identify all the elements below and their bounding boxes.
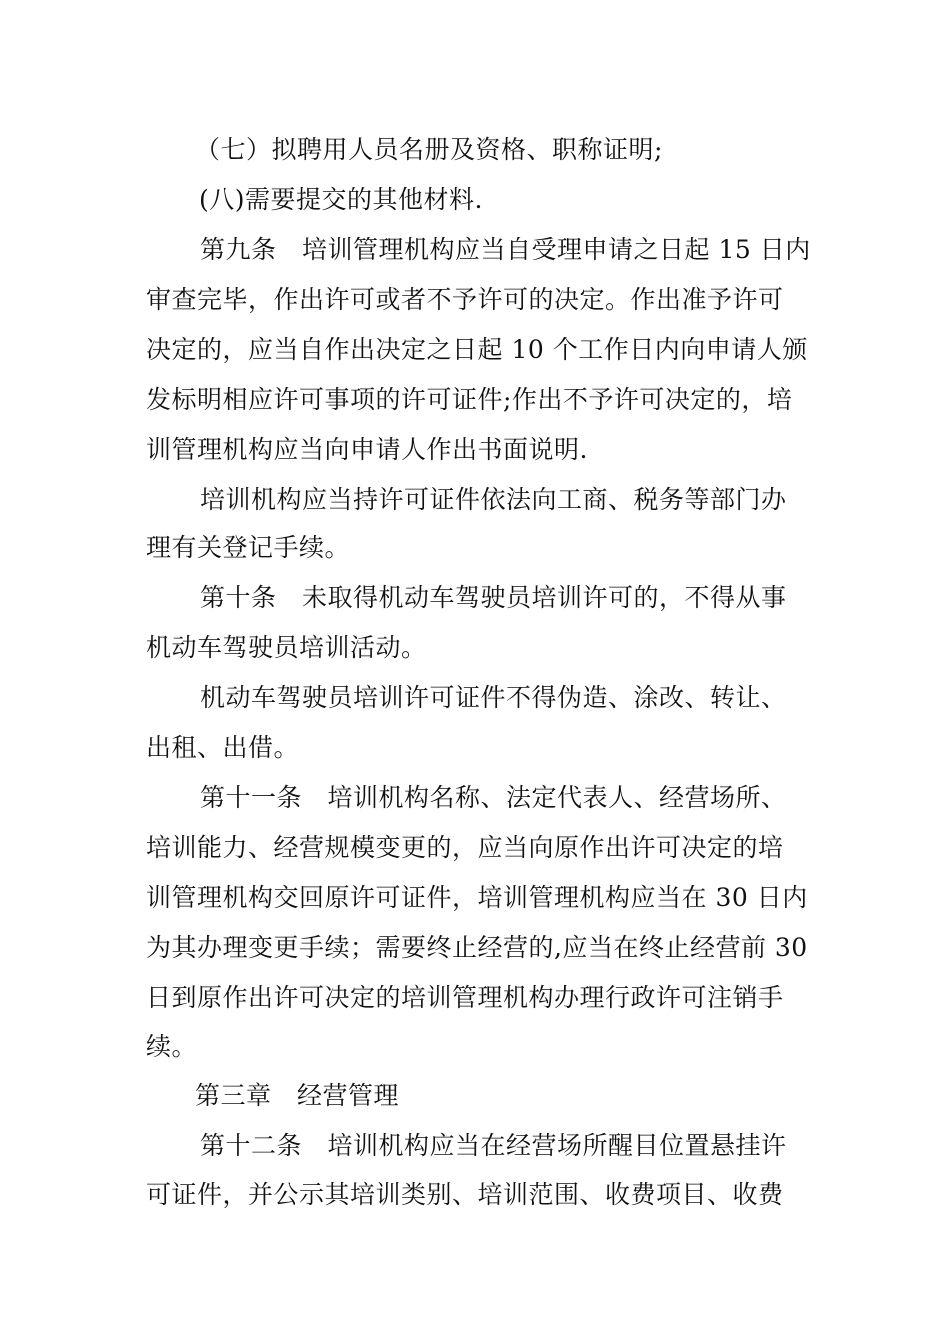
text-line: 第十条 未取得机动车驾驶员培训许可的，不得从事 <box>200 583 787 612</box>
text-line: (八)需要提交的其他材料. <box>199 185 483 214</box>
text-line: 出租、出借。 <box>146 733 300 762</box>
text-line: 决定的，应当自作出决定之日起 10 个工作日内向申请人颁 <box>146 335 808 364</box>
text-line: 第十二条 培训机构应当在经营场所醒目位置悬挂许 <box>200 1131 787 1160</box>
text-line: 发标明相应许可事项的许可证件;作出不予许可决定的，培 <box>146 385 793 414</box>
text-line: 第十一条 培训机构名称、法定代表人、经营场所、 <box>200 783 787 812</box>
text-line: （七）拟聘用人员名册及资格、职称证明; <box>195 135 663 164</box>
text-line: 可证件，并公示其培训类别、培训范围、收费项目、收费 <box>146 1180 784 1209</box>
text-line: 机动车驾驶员培训活动。 <box>146 633 427 662</box>
text-line: 培训能力、经营规模变更的，应当向原作出许可决定的培 <box>146 833 784 862</box>
text-line: 机动车驾驶员培训许可证件不得伪造、涂改、转让、 <box>200 683 787 712</box>
text-line: 为其办理变更手续；需要终止经营的,应当在终止经营前 30 <box>146 933 808 962</box>
text-line: 审查完毕，作出许可或者不予许可的决定。作出准予许可 <box>146 285 784 314</box>
text-line: 培训机构应当持许可证件依法向工商、税务等部门办 <box>200 485 787 514</box>
text-line: 第九条 培训管理机构应当自受理申请之日起 15 日内 <box>200 235 811 264</box>
chapter-heading: 第三章 经营管理 <box>195 1081 400 1110</box>
text-line: 训管理机构交回原许可证件，培训管理机构应当在 30 日内 <box>146 883 808 912</box>
text-line: 训管理机构应当向申请人作出书面说明. <box>146 435 588 464</box>
text-line: 日到原作出许可决定的培训管理机构办理行政许可注销手 <box>146 983 784 1012</box>
text-line: 理有关登记手续。 <box>146 533 351 562</box>
text-line: 续。 <box>146 1032 198 1061</box>
